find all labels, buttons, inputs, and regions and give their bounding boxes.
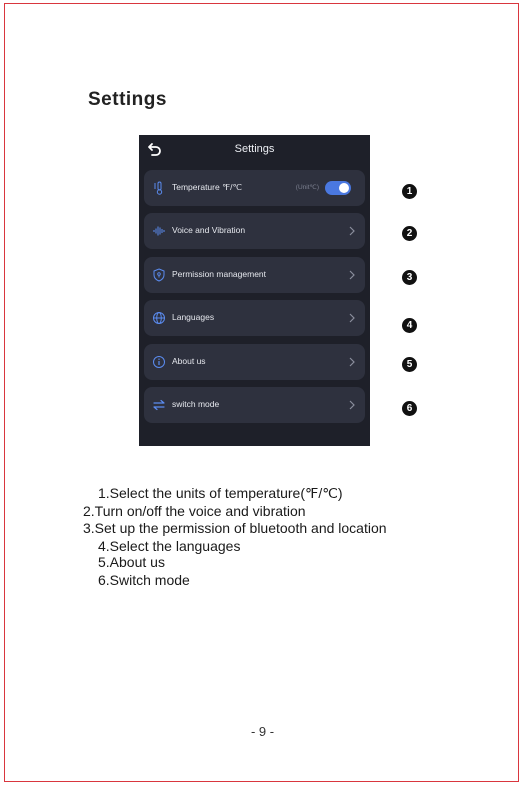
chevron-right-icon xyxy=(349,270,355,280)
description-item: 6.Switch mode xyxy=(98,572,190,588)
swap-arrows-icon xyxy=(152,398,166,412)
row-label-permission: Permission management xyxy=(172,269,267,279)
thermometer-icon xyxy=(152,181,166,195)
row-label-voice-vibration: Voice and Vibration xyxy=(172,225,246,235)
callout-number: 1 xyxy=(402,184,417,199)
description-item: 4.Select the languages xyxy=(98,538,241,554)
settings-row-voice-vibration[interactable] xyxy=(144,213,365,249)
callout-number: 4 xyxy=(402,318,417,333)
page-number: - 9 - xyxy=(250,724,275,739)
unit-hint: (Unit℃) xyxy=(295,184,319,191)
settings-row-languages[interactable] xyxy=(144,300,365,336)
description-item: 1.Select the units of temperature(℉/℃) xyxy=(98,485,343,501)
settings-row-permission[interactable] xyxy=(144,257,365,293)
settings-row-about[interactable] xyxy=(144,344,365,380)
settings-row-temperature[interactable] xyxy=(144,170,365,206)
callout-number: 3 xyxy=(402,270,417,285)
phone-header-title: Settings xyxy=(234,143,275,155)
toggle-knob xyxy=(339,183,349,193)
page-title: Settings xyxy=(88,89,167,110)
settings-row-switch-mode[interactable] xyxy=(144,387,365,423)
info-icon xyxy=(152,355,166,369)
chevron-right-icon xyxy=(349,313,355,323)
chevron-right-icon xyxy=(349,400,355,410)
sound-wave-icon xyxy=(152,224,166,238)
shield-icon xyxy=(152,268,166,282)
temperature-unit-toggle[interactable] xyxy=(325,181,351,195)
row-label-languages: Languages xyxy=(172,312,215,322)
description-item: 2.Turn on/off the voice and vibration xyxy=(83,503,306,519)
chevron-right-icon xyxy=(349,226,355,236)
callout-number: 2 xyxy=(402,226,417,241)
chevron-right-icon xyxy=(349,357,355,367)
row-label-temperature: Temperature ℉/℃ xyxy=(172,182,243,192)
row-label-switch-mode: switch mode xyxy=(172,399,220,409)
row-label-about: About us xyxy=(172,356,206,366)
description-item: 3.Set up the permission of bluetooth and location xyxy=(83,520,387,536)
phone-header xyxy=(139,135,370,165)
phone-screenshot xyxy=(139,135,370,446)
description-item: 5.About us xyxy=(98,554,165,570)
callout-number: 6 xyxy=(402,401,417,416)
globe-icon xyxy=(152,311,166,325)
callout-number: 5 xyxy=(402,357,417,372)
